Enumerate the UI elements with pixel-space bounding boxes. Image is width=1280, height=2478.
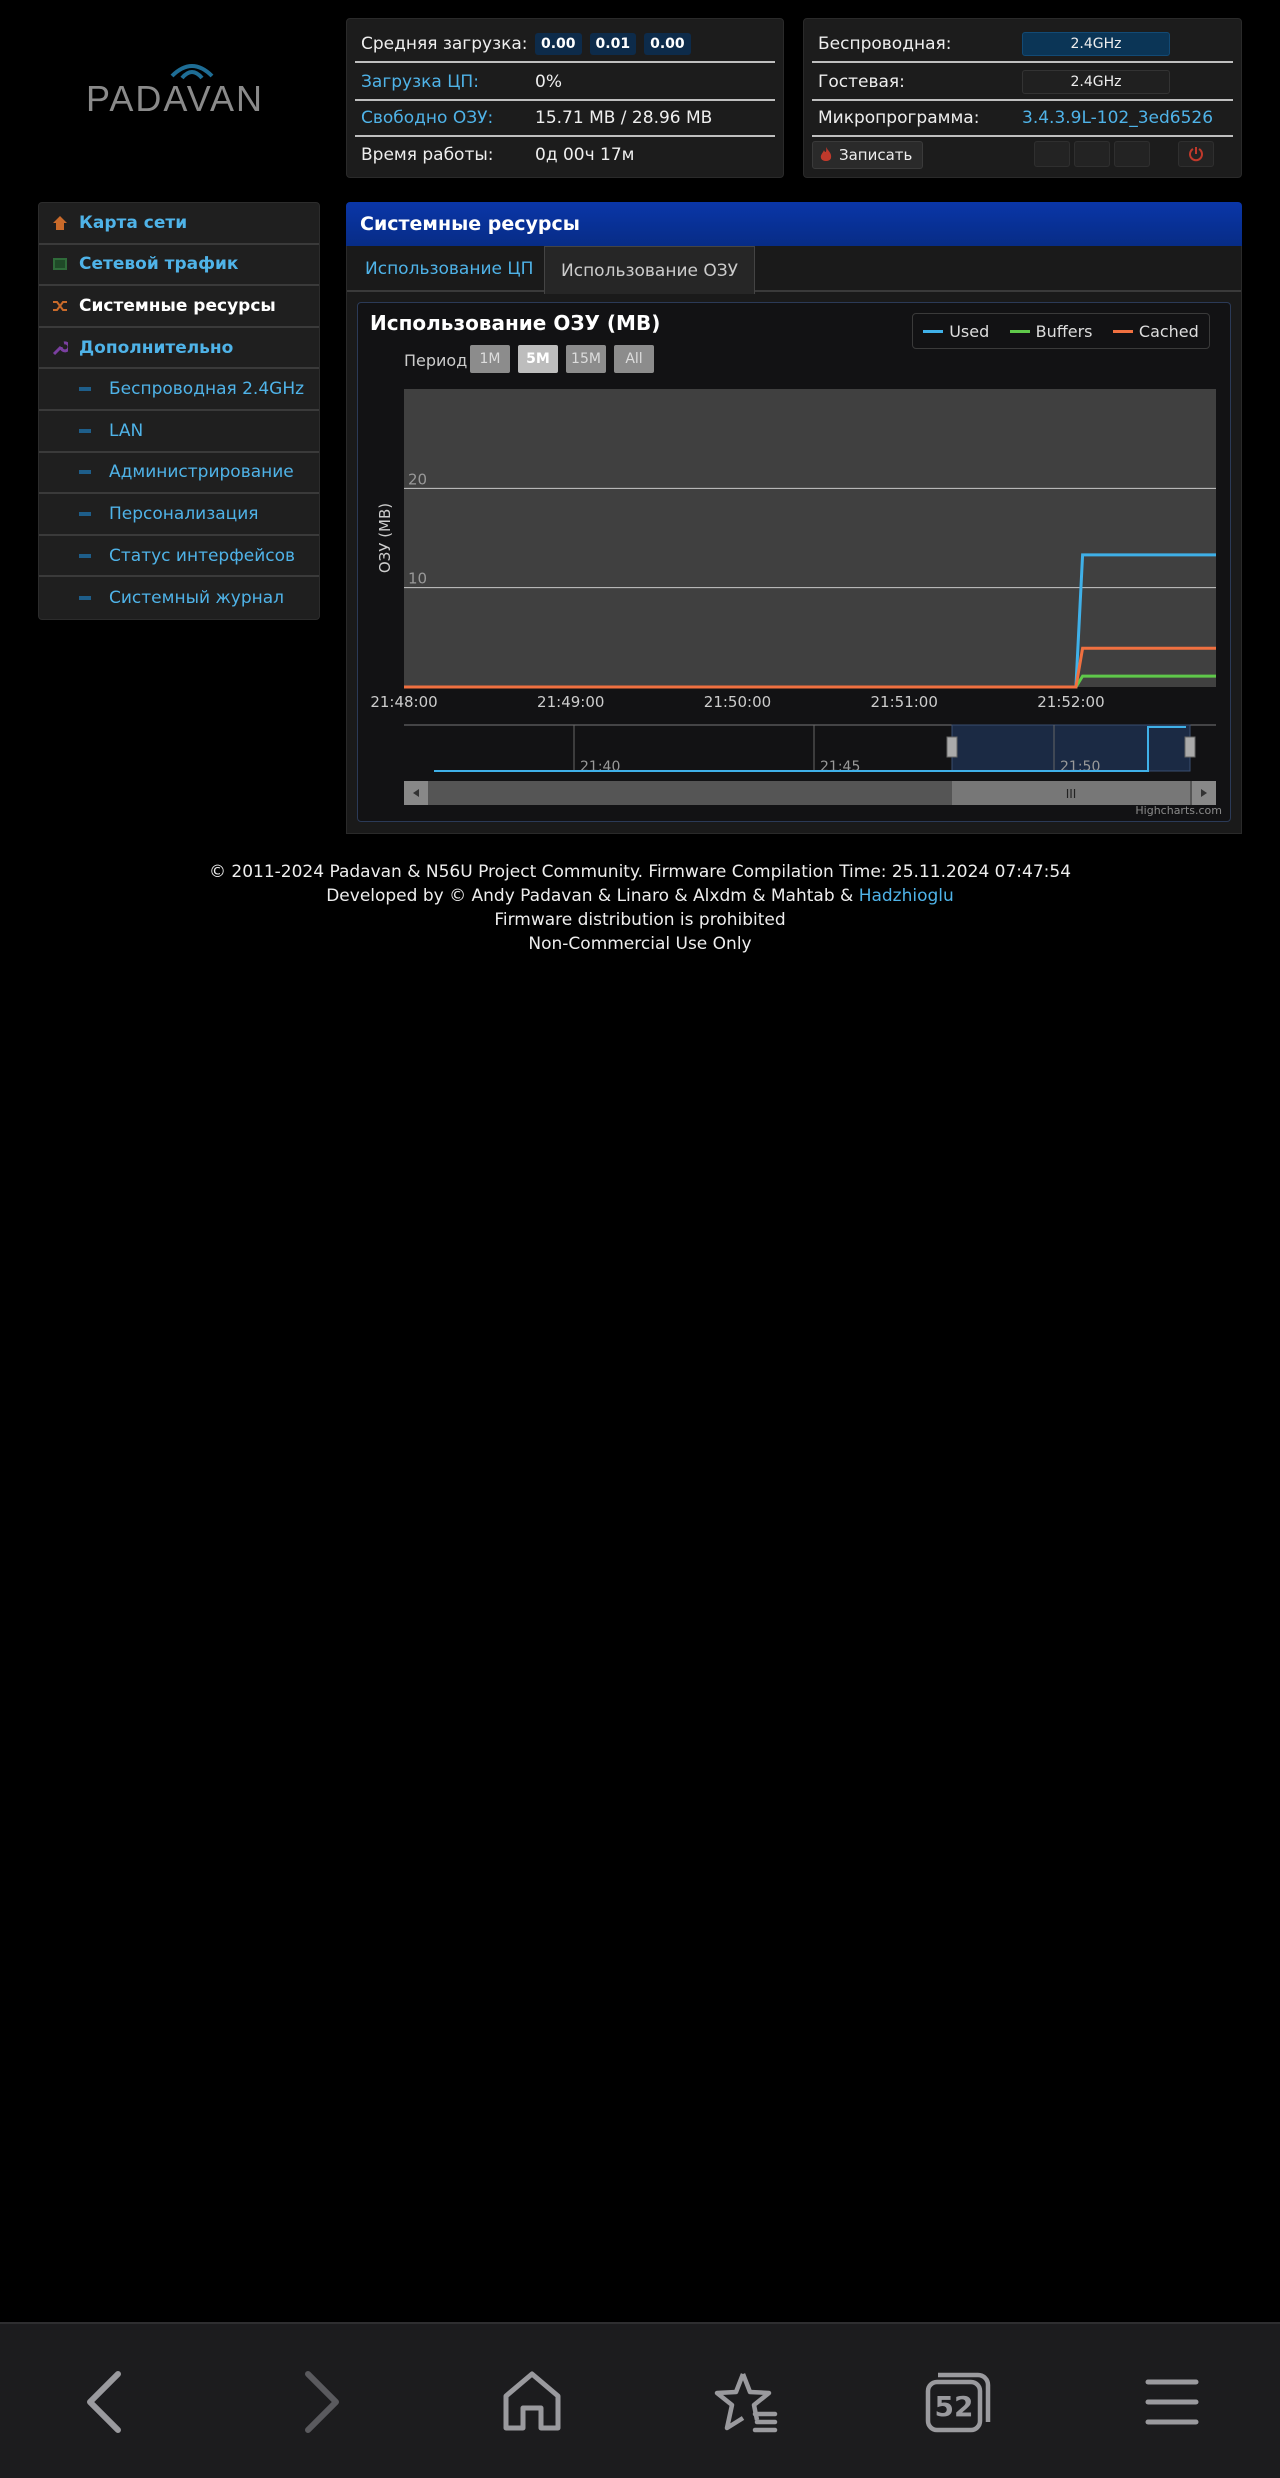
wifi-wave-icon <box>162 54 222 80</box>
cpu-load-link[interactable]: Загрузка ЦП: <box>361 72 479 92</box>
cpu-load-value: 0% <box>535 72 562 92</box>
firmware-row <box>812 101 1233 137</box>
uptime-label: Время работы: <box>361 145 494 165</box>
bullet-icon <box>79 512 91 516</box>
y-axis-label: ОЗУ (MB) <box>376 502 394 574</box>
hamburger-menu-icon <box>1144 2377 1200 2427</box>
x-tick-label: 21:50:00 <box>703 693 772 711</box>
tabs-button[interactable] <box>922 2366 994 2438</box>
sidebar-item-traffic[interactable] <box>39 245 319 287</box>
forward-arrow-icon <box>302 2370 342 2434</box>
wrench-icon <box>51 339 69 357</box>
legend-cached-label: Cached <box>1138 321 1199 341</box>
sidebar-item-label: Беспроводная 2.4GHz <box>109 379 305 400</box>
sidebar-item-label: Системный журнал <box>109 588 285 609</box>
tabs-icon <box>924 2370 992 2434</box>
cpu-load-row <box>355 65 775 101</box>
commit-button[interactable] <box>812 141 923 169</box>
sidebar-item-lan[interactable] <box>39 411 319 453</box>
free-ram-row <box>355 101 775 137</box>
sidebar-item-label: Статус интерфейсов <box>109 545 296 566</box>
legend-buffers[interactable] <box>1010 322 1093 341</box>
load-15m-badge: 0.00 <box>644 33 691 55</box>
bullet-icon <box>79 429 91 433</box>
sidebar-item-administration[interactable] <box>39 453 319 495</box>
x-tick-label: 21:52:00 <box>1037 693 1105 711</box>
tab-cpu-usage[interactable]: Использование ЦП <box>365 259 534 279</box>
home-button[interactable] <box>496 2366 568 2438</box>
uptime-row <box>355 137 775 173</box>
sidebar-item-label: Карта сети <box>79 212 188 233</box>
wireless-2g-button[interactable]: 2.4GHz <box>1022 32 1170 56</box>
legend-used-label: Used <box>949 321 990 341</box>
footer <box>0 860 1280 956</box>
load-average-label: Средняя загрузка: <box>361 34 528 54</box>
sidebar-item-advanced[interactable] <box>39 328 319 370</box>
bullet-icon <box>79 596 91 600</box>
period-5m-button[interactable]: 5M <box>518 345 558 373</box>
bullet-icon <box>79 554 91 558</box>
settings-button[interactable] <box>1114 141 1150 167</box>
browser-bottom-bar <box>0 2322 1280 2478</box>
wireless-row <box>812 27 1233 63</box>
firmware-label: Микропрограмма: <box>818 108 980 128</box>
sidebar-item-label: Персонализация <box>109 503 259 524</box>
bullet-icon <box>79 387 91 391</box>
navigator-tick-label: 21:50 <box>1060 759 1101 775</box>
sidebar-item-label: LAN <box>109 420 144 441</box>
footer-developers <box>0 884 1280 908</box>
load-average-row <box>355 27 775 63</box>
sidebar-item-label: Администрирование <box>109 462 294 483</box>
bullet-icon <box>79 470 91 474</box>
sidebar-item-label: Дополнительно <box>79 337 234 358</box>
sidebar-item-label: Системные ресурсы <box>79 295 276 316</box>
shuffle-icon <box>51 297 69 315</box>
navigator-tick-label: 21:40 <box>580 759 621 775</box>
chart-icon <box>51 255 69 273</box>
action-row <box>812 137 1233 173</box>
period-all-button[interactable]: All <box>614 345 654 373</box>
y-tick-label: 10 <box>408 569 428 588</box>
x-tick-label: 21:48:00 <box>370 693 438 711</box>
sidebar-menu <box>38 202 320 620</box>
bookmarks-button[interactable] <box>710 2366 782 2438</box>
page-title: Системные ресурсы <box>346 202 1242 246</box>
scrollbar-grip-icon: III <box>1065 787 1077 801</box>
forward-button[interactable] <box>286 2366 358 2438</box>
commit-label: Записать <box>839 146 913 164</box>
chart-title: Использование ОЗУ (MB) <box>370 311 661 335</box>
radio-status-panel <box>803 18 1242 178</box>
ram-chart <box>357 302 1231 822</box>
back-arrow-icon <box>84 2370 124 2434</box>
sidebar-item-wireless-2g[interactable] <box>39 369 319 411</box>
sidebar-item-system-log[interactable] <box>39 577 319 619</box>
footer-copyright: © 2011-2024 Padavan & N56U Project Community. Firmware Compilation Time: 25.11.2024 07:47:54 <box>208 862 1072 882</box>
menu-button[interactable] <box>1136 2366 1208 2438</box>
tab-bar <box>347 246 1241 292</box>
main-content <box>346 246 1242 834</box>
chart-legend <box>912 313 1210 349</box>
highcharts-credit[interactable]: Highcharts.com <box>1135 804 1222 817</box>
navigator-tick-label: 21:45 <box>820 759 861 775</box>
sidebar-item-label: Сетевой трафик <box>79 254 239 275</box>
sidebar-item-network-map[interactable] <box>39 203 319 245</box>
sidebar-item-personalization[interactable] <box>39 494 319 536</box>
refresh-button[interactable] <box>1074 141 1110 167</box>
legend-cached[interactable] <box>1113 322 1199 341</box>
free-ram-value: 15.71 MB / 28.96 MB <box>535 108 713 128</box>
footer-developer-link[interactable]: Hadzhioglu <box>858 886 954 906</box>
chart-canvas <box>358 303 1232 823</box>
guest-row <box>812 65 1233 101</box>
x-tick-label: 21:51:00 <box>870 693 938 711</box>
legend-buffers-label: Buffers <box>1035 321 1093 341</box>
back-button[interactable] <box>68 2366 140 2438</box>
footer-developers-text: Developed by © Andy Padavan & Linaro & Alxdm & Mahtab & <box>326 886 854 906</box>
load-1m-badge: 0.00 <box>535 33 582 55</box>
logout-button[interactable] <box>1034 141 1070 167</box>
fire-icon <box>819 147 833 163</box>
x-tick-label: 21:49:00 <box>537 693 605 711</box>
period-label: Период <box>404 351 468 370</box>
wireless-label: Беспроводная: <box>818 34 952 54</box>
y-tick-label: 20 <box>408 470 428 489</box>
uptime-value: 0д 00ч 17м <box>535 145 635 165</box>
firmware-version-link[interactable]: 3.4.3.9L-102_3ed6526 <box>1022 108 1214 128</box>
load-5m-badge: 0.01 <box>590 33 637 55</box>
padavan-logo[interactable] <box>86 54 282 138</box>
period-15m-button[interactable]: 15M <box>566 345 606 373</box>
star-list-icon <box>713 2370 779 2434</box>
guest-label: Гостевая: <box>818 72 905 92</box>
power-icon <box>1188 146 1204 162</box>
free-ram-link[interactable]: Свободно ОЗУ: <box>361 108 494 128</box>
tabs-count: 52 <box>934 2390 974 2423</box>
legend-used[interactable] <box>923 322 989 341</box>
sidebar-item-system-resources[interactable] <box>39 286 319 328</box>
system-status-panel <box>346 18 784 178</box>
navigator-handle-left <box>947 737 957 757</box>
footer-license-note: Non-Commercial Use Only <box>528 934 752 954</box>
plot-background <box>404 389 1216 687</box>
home-icon <box>501 2370 563 2434</box>
logo-text: PADAVAN <box>86 78 265 119</box>
power-button[interactable] <box>1178 141 1214 167</box>
home-icon <box>51 214 69 232</box>
tab-ram-usage[interactable]: Использование ОЗУ <box>544 246 755 294</box>
guest-2g-button[interactable]: 2.4GHz <box>1022 70 1170 94</box>
sidebar-item-interface-status[interactable] <box>39 536 319 578</box>
navigator-handle-right <box>1185 737 1195 757</box>
footer-distribution-note: Firmware distribution is prohibited <box>494 910 786 930</box>
period-1m-button[interactable]: 1M <box>470 345 510 373</box>
